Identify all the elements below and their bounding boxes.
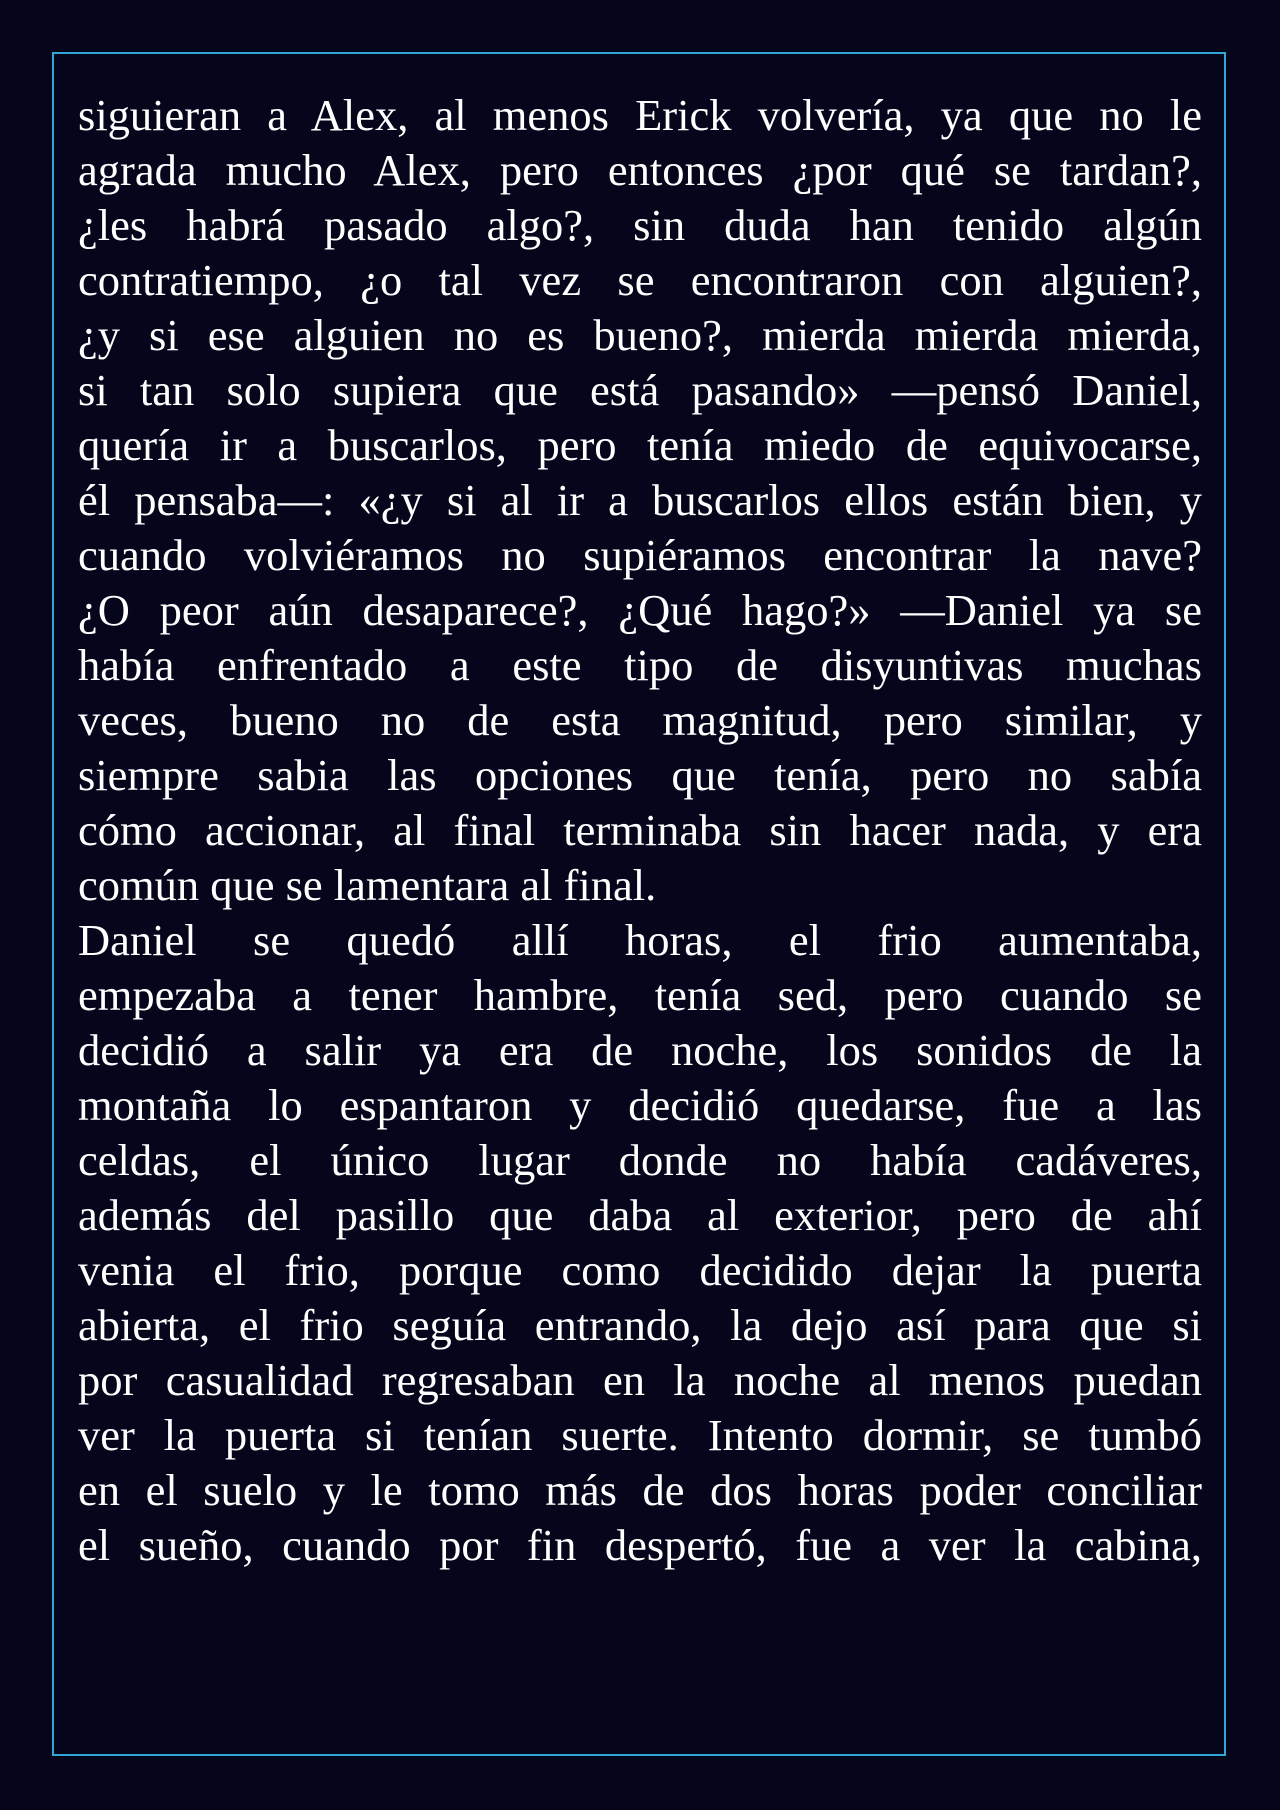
text-line: siempre sabia las opciones que tenía, pero no sabía — [78, 750, 1202, 800]
text-line: ver la puerta si tenían suerte. Intento dormir, se tumbó — [78, 1410, 1202, 1460]
text-line: el sueño, cuando por fin despertó, fue a ver la cabina, — [78, 1520, 1202, 1570]
text-line: quería ir a buscarlos, pero tenía miedo de equivocarse, — [78, 420, 1202, 470]
text-line: siguieran a Alex, al menos Erick volvería, ya que no le — [78, 90, 1202, 140]
text-line: cuando volviéramos no supiéramos encontrar la nave? — [78, 530, 1202, 580]
text-line: había enfrentado a este tipo de disyuntivas muchas — [78, 640, 1202, 690]
text-line: él pensaba—: «¿y si al ir a buscarlos ellos están bien, y — [78, 475, 1202, 525]
text-line: ¿y si ese alguien no es bueno?, mierda mierda mierda, — [78, 310, 1202, 360]
text-line: común que se lamentara al final. — [78, 860, 657, 910]
text-line: decidió a salir ya era de noche, los sonidos de la — [78, 1025, 1202, 1075]
text-line: empezaba a tener hambre, tenía sed, pero cuando se — [78, 970, 1202, 1020]
text-line: veces, bueno no de esta magnitud, pero similar, y — [78, 695, 1202, 745]
text-line: Daniel se quedó allí horas, el frio aumentaba, — [78, 915, 1202, 965]
text-line: ¿O peor aún desaparece?, ¿Qué hago?» —Daniel ya se — [78, 585, 1202, 635]
text-line: si tan solo supiera que está pasando» —pensó Daniel, — [78, 365, 1202, 415]
body-text — [78, 88, 1202, 1573]
text-line: contratiempo, ¿o tal vez se encontraron con alguien?, — [78, 255, 1202, 305]
text-line: agrada mucho Alex, pero entonces ¿por qué se tardan?, — [78, 145, 1202, 195]
text-line: abierta, el frio seguía entrando, la dejo así para que si — [78, 1300, 1202, 1350]
text-line: cómo accionar, al final terminaba sin hacer nada, y era — [78, 805, 1202, 855]
text-line: ¿les habrá pasado algo?, sin duda han tenido algún — [78, 200, 1202, 250]
text-line: además del pasillo que daba al exterior, pero de ahí — [78, 1190, 1202, 1240]
text-line: celdas, el único lugar donde no había cadáveres, — [78, 1135, 1202, 1185]
text-line: montaña lo espantaron y decidió quedarse, fue a las — [78, 1080, 1202, 1130]
text-line: venia el frio, porque como decidido dejar la puerta — [78, 1245, 1202, 1295]
text-line: en el suelo y le tomo más de dos horas poder conciliar — [78, 1465, 1202, 1515]
text-line: por casualidad regresaban en la noche al menos puedan — [78, 1355, 1202, 1405]
